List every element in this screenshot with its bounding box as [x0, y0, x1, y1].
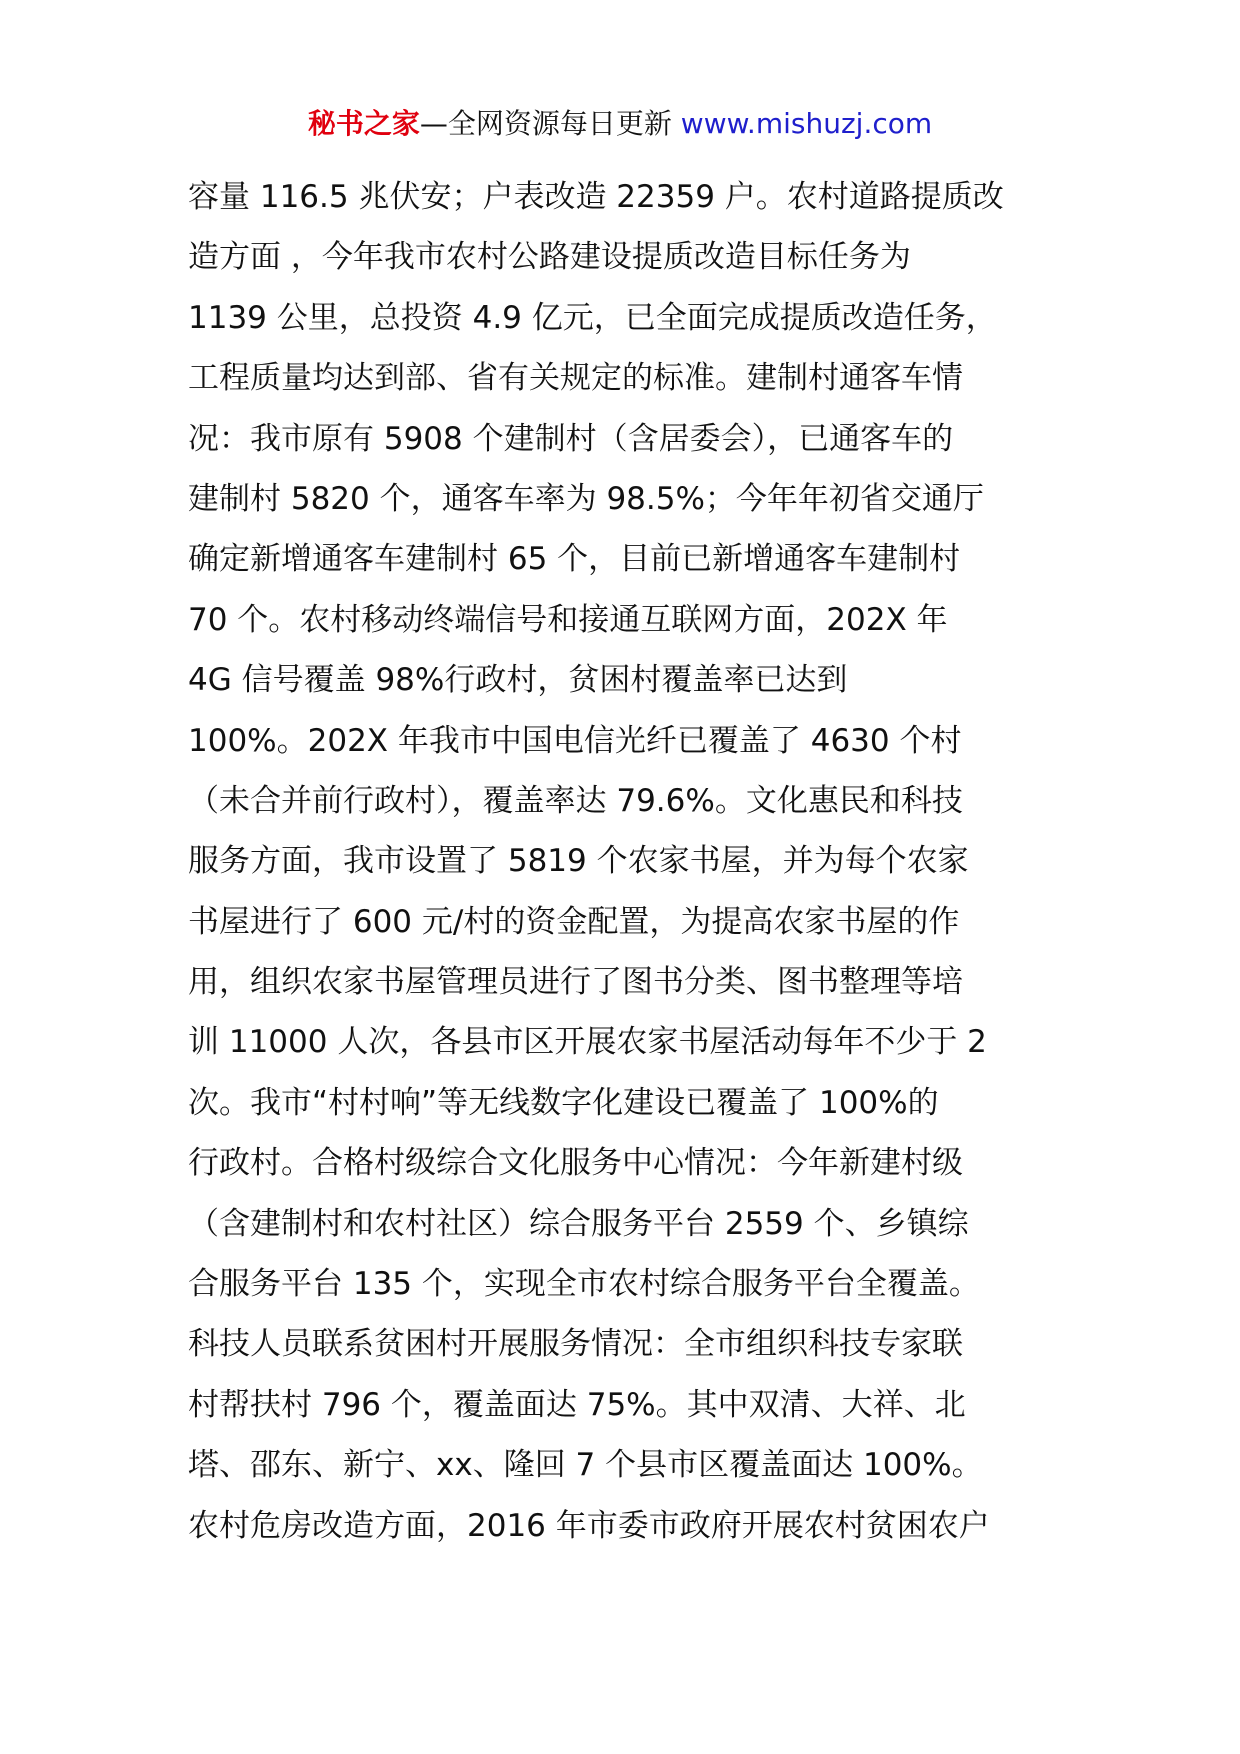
header-tagline: —全网资源每日更新 — [419, 107, 672, 140]
text-line: （含建制村和农村社区）综合服务平台 2559 个、乡镇综 — [188, 1205, 969, 1242]
text-line: 科技人员联系贫困村开展服务情况：全市组织科技专家联 — [188, 1326, 963, 1363]
text-line: 农村危房改造方面，2016 年市委市政府开展农村贫困农户 — [188, 1507, 990, 1544]
text-line: 4G 信号覆盖 98%行政村，贫困村覆盖率已达到 — [188, 662, 848, 699]
text-line: （未合并前行政村），覆盖率达 79.6%。文化惠民和科技 — [188, 782, 963, 819]
text-line: 塔、邵东、新宁、xx、隆回 7 个县市区覆盖面达 100%。 — [188, 1447, 983, 1484]
text-line: 建制村 5820 个，通客车率为 98.5%；今年年初省交通厅 — [188, 480, 984, 517]
text-line: 村帮扶村 796 个，覆盖面达 75%。其中双清、大祥、北 — [188, 1386, 966, 1423]
text-line: 况：我市原有 5908 个建制村（含居委会），已通客车的 — [188, 420, 954, 457]
page-header — [0, 102, 1240, 146]
text-line: 确定新增通客车建制村 65 个，目前已新增通客车建制村 — [188, 541, 961, 578]
document-body — [188, 167, 1068, 1556]
text-line: 合服务平台 135 个，实现全市农村综合服务平台全覆盖。 — [188, 1266, 980, 1303]
text-line: 训 11000 人次，各县市区开展农家书屋活动每年不少于 2 — [188, 1024, 987, 1061]
text-line: 用，组织农家书屋管理员进行了图书分类、图书整理等培 — [188, 964, 963, 1001]
text-line: 1139 公里，总投资 4.9 亿元，已全面完成提质改造任务， — [188, 299, 997, 336]
text-line: 造方面 ，今年我市农村公路建设提质改造目标任务为 — [188, 239, 911, 276]
text-line: 服务方面，我市设置了 5819 个农家书屋，并为每个农家 — [188, 843, 969, 880]
site-url-link[interactable]: www.mishuzj.com — [680, 107, 933, 140]
text-line: 书屋进行了 600 元/村的资金配置，为提高农家书屋的作 — [188, 903, 960, 940]
text-line: 次。我市“村村响”等无线数字化建设已覆盖了 100%的 — [188, 1084, 939, 1121]
text-line: 工程质量均达到部、省有关规定的标准。建制村通客车情 — [188, 360, 963, 397]
text-line: 行政村。合格村级综合文化服务中心情况：今年新建村级 — [188, 1145, 963, 1182]
brand-name: 秘书之家 — [307, 107, 420, 140]
text-line: 100%。202X 年我市中国电信光纤已覆盖了 4630 个村 — [188, 722, 962, 759]
text-line: 容量 116.5 兆伏安；户表改造 22359 户。农村道路提质改 — [188, 179, 1004, 215]
text-line: 70 个。农村移动终端信号和接通互联网方面，202X 年 — [188, 601, 948, 638]
